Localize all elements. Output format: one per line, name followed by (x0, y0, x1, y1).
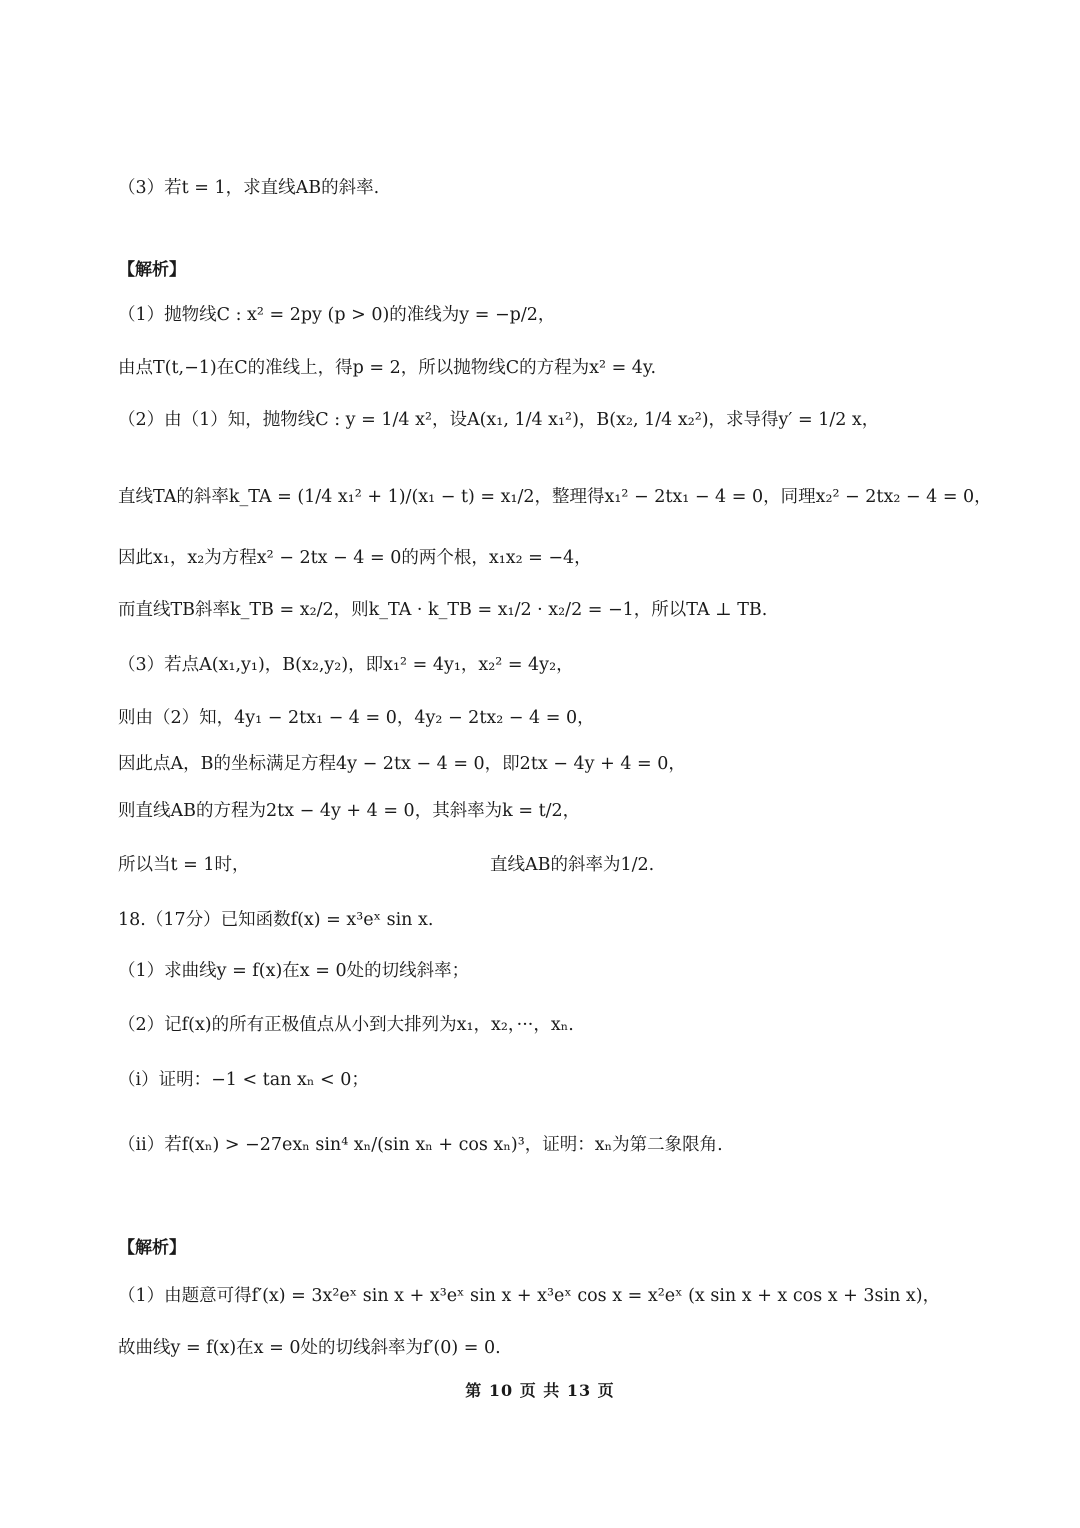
line-8: 而直线TB斜率k_TB = x₂/2，则k_TA · k_TB = x₁/2 · x₂/2 = −1，所以TA ⊥ TB. (118, 600, 768, 620)
line-9: （3）若点A(x₁,y₁)，B(x₂,y₂)，即x₁² = 4y₁，x₂² = 4y₂， (118, 655, 574, 675)
line-7: 因此x₁，x₂为方程x² − 2tx − 4 = 0的两个根，x₁x₂ = −4， (118, 548, 592, 568)
line-10: 则由（2）知，4y₁ − 2tx₁ − 4 = 0，4y₂ − 2tx₂ − 4 = 0， (118, 708, 595, 728)
line-13: 所以当t = 1时， (118, 855, 250, 875)
line-6: 直线TA的斜率k_TA = (1/4 x₁² + 1)/(x₁ − t) = x₁/2，整理得x₁² − 2tx₁ − 4 = 0，同理x₂² − 2tx₂ − 4 = 0， (118, 487, 992, 507)
analysis-heading-1: 【解析】 (118, 260, 186, 280)
line-4: 由点T(t,−1)在C的准线上，得p = 2，所以抛物线C的方程为x² = 4y. (118, 358, 657, 378)
line-11: 因此点A，B的坐标满足方程4y − 2tx − 4 = 0，即2tx − 4y + 4 = 0， (118, 754, 686, 774)
problem-18-title: 18.（17分）已知函数f(x) = x³eˣ sin x. (118, 910, 434, 930)
problem-18-part-2-ii: （ii）若f(xₙ) > −27exₙ sin⁴ xₙ/(sin xₙ + cos xₙ)³，证明：xₙ为第二象限角. (118, 1135, 723, 1155)
line-5: （2）由（1）知，抛物线C : y = 1/4 x²，设A(x₁, 1/4 x₁²)，B(x₂, 1/4 x₂²)，求导得y′ = 1/2 x， (118, 410, 880, 430)
line-3: （1）抛物线C : x² = 2py (p > 0)的准线为y = −p/2， (118, 305, 556, 325)
line-12: 则直线AB的方程为2tx − 4y + 4 = 0，其斜率为k = t/2， (118, 801, 581, 821)
page-footer: 第 10 页 共 13 页 (465, 1381, 615, 1400)
line-1: （3）若t = 1，求直线AB的斜率. (118, 178, 380, 198)
analysis-heading-2: 【解析】 (118, 1238, 186, 1258)
line-22: 故曲线y = f(x)在x = 0处的切线斜率为f′(0) = 0. (118, 1338, 501, 1358)
line-21: （1）由题意可得f′(x) = 3x²eˣ sin x + x³eˣ sin x + x³eˣ cos x = x²eˣ (x sin x + x cos x + 3sin x)， (118, 1286, 941, 1306)
line-14: 直线AB的斜率为1/2. (490, 855, 655, 875)
problem-18-part-1: （1）求曲线y = f(x)在x = 0处的切线斜率； (118, 961, 470, 981)
problem-18-part-2-i: （i）证明：−1 < tan xₙ < 0； (118, 1070, 369, 1090)
problem-18-part-2: （2）记f(x)的所有正极值点从小到大排列为x₁，x₂，···，xₙ. (118, 1015, 574, 1035)
